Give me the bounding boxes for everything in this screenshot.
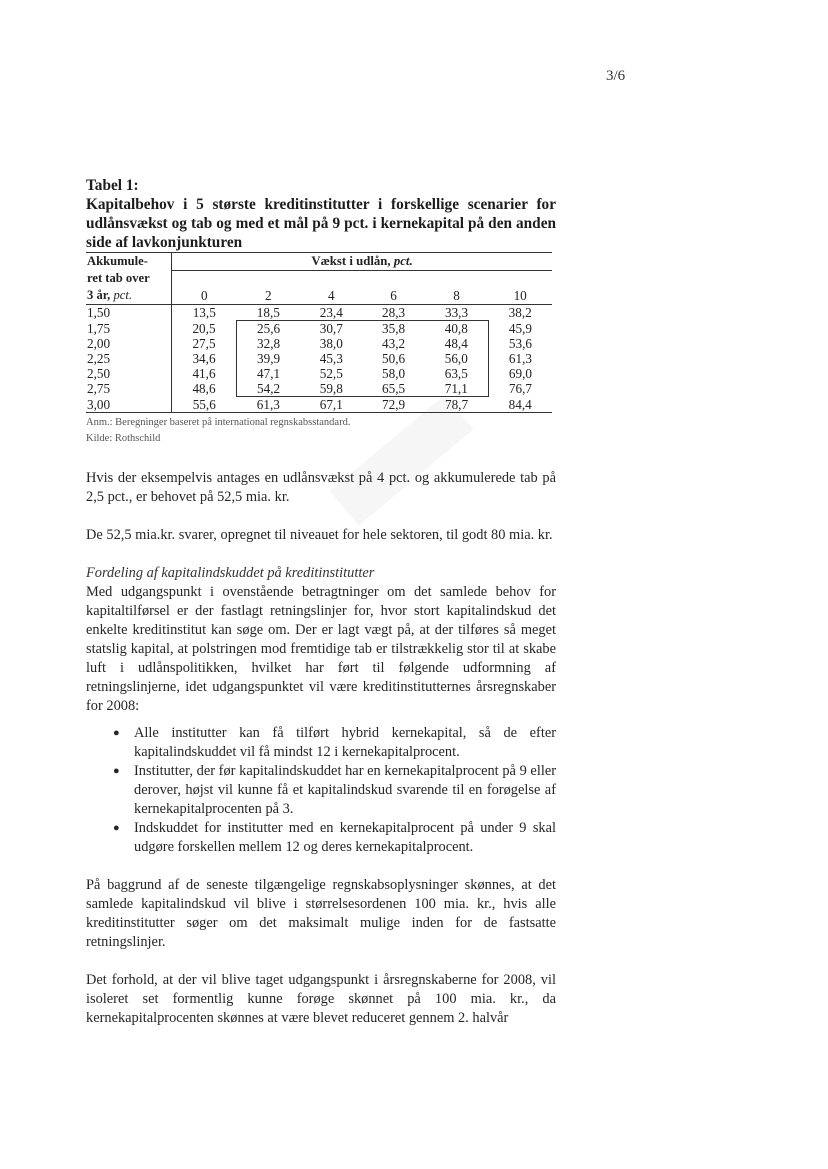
table-cell: 58,0 [382, 366, 406, 381]
stub-header-line-3: 3 år, pct. [86, 287, 172, 305]
table-notes [86, 415, 556, 447]
table-cell: 78,7 [425, 397, 489, 413]
row-label: 2,75 [87, 381, 111, 397]
table-cell: 63,5 [425, 366, 489, 381]
table-row [86, 366, 552, 381]
table-row [86, 305, 552, 321]
body-text [86, 469, 556, 1028]
table-cell: 30,7 [319, 321, 343, 336]
table-cell: 39,9 [257, 351, 281, 366]
table-cell: 23,4 [300, 305, 362, 321]
row-label: 1,50 [87, 305, 111, 321]
table-cell: 13,5 [172, 305, 237, 321]
page-number: 3/6 [606, 68, 626, 84]
section-heading: Fordeling af kapitalindskuddet på kreditinstitutter [86, 565, 375, 581]
guideline-list [86, 724, 556, 857]
table-cell: 65,5 [362, 381, 424, 397]
row-label: 3,00 [86, 397, 172, 413]
paragraph-2: De 52,5 mia.kr. svarer, opregnet til niveauet for hele sektoren, til godt 80 mia. kr. [86, 527, 553, 543]
table-cell: 34,6 [172, 351, 237, 366]
paragraph-4: På baggrund af de seneste tilgængelige regnskabsoplysninger skønnes, at det samlede kapitalindskud vil blive i størrelsesordenen 100 mia. kr., hvis alle kreditinstitutter søger om det maksimalt mulige inden for de fastsatte retningslinjer. [86, 877, 556, 950]
table-cell: 33,3 [425, 305, 489, 321]
table-cell: 54,2 [236, 381, 300, 397]
table-cell: 55,6 [172, 397, 237, 413]
table-cell: 76,7 [508, 381, 532, 397]
column-header: 0 [172, 287, 237, 305]
table-cell: 59,8 [300, 381, 362, 397]
table-row [86, 336, 552, 351]
table-cell: 48,4 [425, 336, 489, 351]
table-cell: 25,6 [257, 321, 281, 336]
table-cell: 61,3 [236, 397, 300, 413]
table-cell: 84,4 [488, 397, 552, 413]
table-row [86, 321, 552, 337]
column-header: 4 [300, 287, 362, 305]
table-row [86, 397, 552, 413]
column-header: 2 [236, 287, 300, 305]
header-spacer [172, 270, 553, 287]
document-body [86, 176, 556, 1028]
table-cell: 38,0 [319, 336, 343, 351]
stub-header-line-1: Akkumule- [87, 254, 148, 268]
table-title-block [86, 176, 556, 252]
list-item: ● Indskuddet for institutter med en kernekapitalprocent på under 9 skal udgøre forskellen mellem 12 og deres kernekapitalprocent. [113, 820, 556, 855]
table-note: Anm.: Beregninger baseret på international regnskabsstandard. [86, 417, 351, 428]
table-cell: 45,3 [319, 351, 343, 366]
table-source: Kilde: Rothschild [86, 433, 161, 444]
column-header: 8 [425, 287, 489, 305]
table-cell: 45,9 [508, 320, 532, 336]
capital-needs-table [86, 252, 552, 413]
bullet-icon: ● [113, 765, 120, 777]
paragraph-1: Hvis der eksempelvis antages en udlånsvækst på 4 pct. og akkumulerede tab på 2,5 pct., er behovet på 52,5 mia. kr. [86, 470, 556, 505]
table-cell: 61,3 [508, 351, 532, 366]
paragraph-5: Det forhold, at der vil blive taget udgangspunkt i årsregnskaberne for 2008, vil isoleret set formentlig kunne forøge skønnet på 100 mia. kr., da kernekapitalprocenten skønnes at være blevet reduceret gennem 2. halvår [86, 972, 556, 1026]
paragraph-3: Med udgangspunkt i ovenstående betragtninger om det samlede behov for kapitaltilførsel er der fastlagt retningslinjer for, hvor stort kapitalindskud det enkelte kreditinstitut kan søge om. Der er lagt vægt på, at der tilføres så meget statslig kapital, at polstringen mod fremtidige tab er tilstrækkelig stor til at skabe luft i udlånspolitikken, hvilket har ført til følgende udformning af retningslinjerne, idet udgangspunktet vil være kreditinstitutternes årsregnskaber for 2008: [86, 584, 556, 714]
table-row [86, 381, 552, 397]
table-cell: 69,0 [508, 366, 532, 381]
growth-header: Vækst i udlån, pct. [172, 253, 553, 271]
table-cell: 18,5 [236, 305, 300, 321]
table-cell: 35,8 [382, 321, 406, 336]
column-header: 10 [488, 287, 552, 305]
table-cell: 43,2 [382, 336, 406, 351]
bullet-icon: ● [113, 822, 120, 834]
table-cell: 38,2 [508, 305, 532, 321]
row-label: 2,50 [87, 366, 111, 381]
table-cell: 67,1 [300, 397, 362, 413]
list-item: ● Alle institutter kan få tilført hybrid kernekapital, så de efter kapitalindskuddet vil få mindst 12 i kernekapitalprocent. [113, 725, 556, 760]
list-item: ● Institutter, der før kapitalindskuddet har en kernekapitalprocent på 9 eller derover, højst vil kunne få et kapitalindskud svarende til en forøgelse af kernekapitalprocenten på 3. [113, 763, 556, 817]
table-cell: 56,0 [425, 351, 489, 366]
table-cell: 32,8 [257, 336, 281, 351]
stub-header-line-2: ret tab over [87, 271, 150, 285]
table-caption: Kapitalbehov i 5 største kreditinstitutter i forskellige scenarier for udlånsvækst og tab og med et mål på 9 pct. i kernekapital på den anden side af lavkonjunkturen [86, 196, 556, 251]
row-label: 2,25 [87, 351, 111, 366]
table-cell: 20,5 [172, 321, 237, 337]
table-cell: 27,5 [172, 336, 237, 351]
table-cell: 53,6 [508, 336, 532, 351]
table-cell: 28,3 [362, 305, 424, 321]
column-header: 6 [362, 287, 424, 305]
row-label: 2,00 [87, 336, 111, 351]
row-label: 1,75 [87, 320, 111, 336]
bullet-icon: ● [113, 727, 120, 739]
table-cell: 52,5 [319, 366, 343, 381]
table-cell: 40,8 [425, 321, 489, 337]
table-cell: 72,9 [362, 397, 424, 413]
table-cell: 71,1 [425, 381, 489, 397]
table-cell: 47,1 [257, 366, 281, 381]
table-cell: 50,6 [382, 351, 406, 366]
table-cell: 48,6 [172, 381, 237, 397]
table-row [86, 351, 552, 366]
table-heading: Tabel 1: [86, 177, 139, 194]
table-cell: 41,6 [172, 366, 237, 381]
